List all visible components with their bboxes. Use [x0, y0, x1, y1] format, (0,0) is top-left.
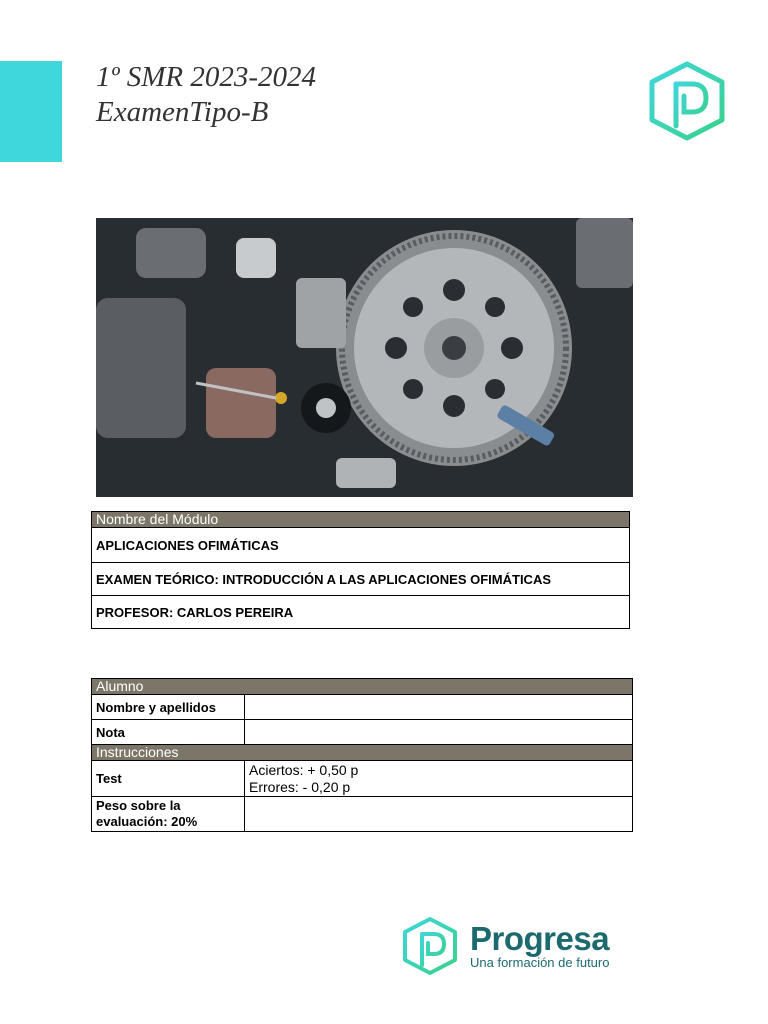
- weight-label-line-2: evaluación: 20%: [96, 814, 198, 829]
- weight-label-line-1: Peso sobre la: [96, 798, 181, 813]
- grade-label: Nota: [92, 720, 245, 745]
- title-line-2: ExamenTipo-B: [96, 96, 269, 128]
- student-table: [91, 678, 633, 832]
- title-line-1: 1º SMR 2023-2024: [96, 61, 317, 93]
- grade-field[interactable]: [245, 720, 633, 745]
- test-scoring: [245, 761, 633, 797]
- module-table-header: Nombre del Módulo: [92, 512, 630, 528]
- cover-photo: [96, 218, 633, 497]
- progresa-logo-icon: [648, 60, 726, 142]
- accent-bar: [0, 61, 62, 162]
- teacher-name: PROFESOR: CARLOS PEREIRA: [92, 596, 630, 629]
- test-label: Test: [92, 761, 245, 797]
- name-field[interactable]: [245, 695, 633, 720]
- page-title: [96, 60, 316, 130]
- student-table-header: Alumno: [92, 679, 633, 695]
- name-label: Nombre y apellidos: [92, 695, 245, 720]
- test-wrong-score: Errores: - 0,20 p: [249, 778, 351, 795]
- test-correct-score: Aciertos: + 0,50 p: [249, 761, 359, 778]
- weight-label: [92, 797, 245, 832]
- brand-tagline: Una formación de futuro: [470, 955, 610, 970]
- weight-field: [245, 797, 633, 832]
- brand-name: Progresa: [470, 920, 610, 957]
- module-table: [91, 511, 630, 629]
- instructions-header: Instrucciones: [92, 745, 633, 761]
- module-name: APLICACIONES OFIMÁTICAS: [92, 528, 630, 563]
- exam-title: EXAMEN TEÓRICO: INTRODUCCIÓN A LAS APLICACIONES OFIMÁTICAS: [92, 563, 630, 596]
